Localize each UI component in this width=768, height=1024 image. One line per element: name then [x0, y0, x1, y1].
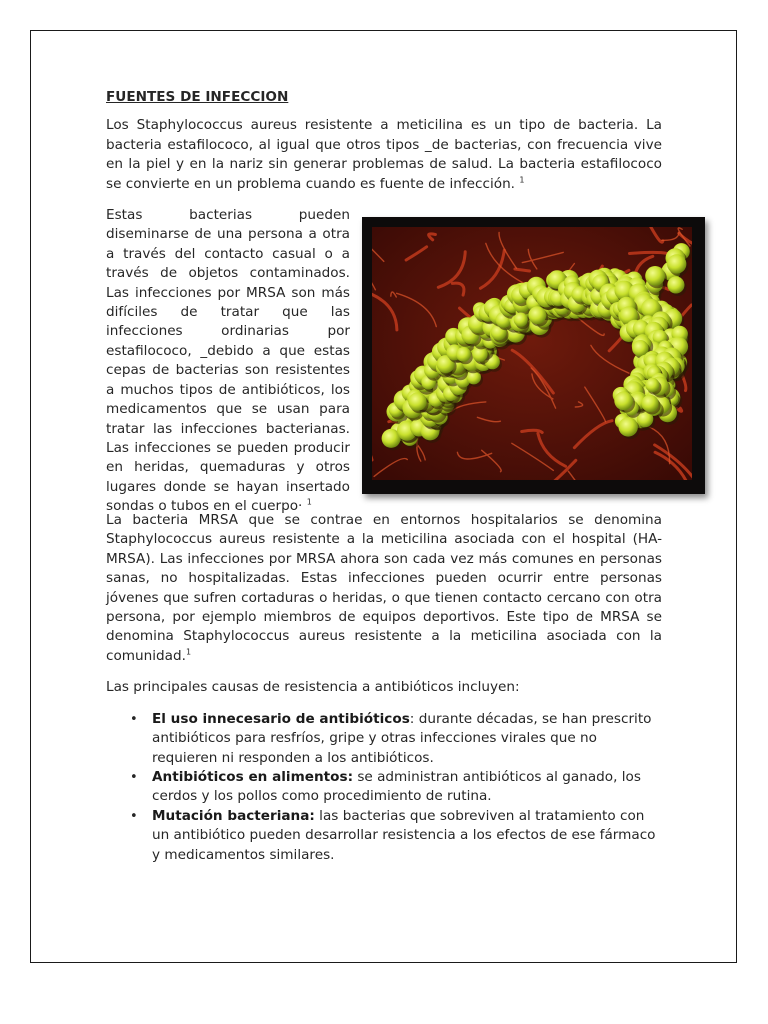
paragraph-intro-text: Los Staphylococcus aureus resistente a meticilina es un tipo de bacteria. La bacteria estafilococo, al igual que otros tipos _de bacterias, con frecuencia vive en la piel y en la nariz sin generar problemas de salud. La bacteria estafilococo se convierte en un problema cuando es fuente de infección. — [106, 117, 662, 192]
list-item-text: : durante décadas, se han prescrito antibióticos para resfríos, gripe y otras infecciones virales que no requieren ni responden a los antibióticos. — [152, 710, 652, 766]
paragraph-hospital-text: La bacteria MRSA que se contrae en entornos hospitalarios se denomina Staphylococcus aureus resistente a la meticilina asociada con el hospital (HA-MRSA). Las infecciones por MRSA ahora son cada vez más comunes en personas sanas, no hospitalizadas. Estas infecciones pueden ocurrir entre personas jóvenes que sufren cortaduras o heridas, o que tienen contacto cercano con otra persona, por ejemplo miembros de equipos deportivos. Este tipo de MRSA se denomina Staphylococcus aureus resistente a la meticilina asociada con la comunidad. — [106, 512, 662, 664]
footnote-ref: 1 — [185, 647, 192, 657]
footnote-ref: 1 — [519, 175, 525, 185]
list-item-text: se administran antibióticos al ganado, los cerdos y los pollos como procedimiento de rutina. — [152, 768, 641, 805]
bullet: • — [130, 808, 138, 824]
list-item-term: Antibióticos en alimentos: — [152, 768, 354, 785]
paragraph-spread-text: Estas bacterias pueden diseminarse de una persona a otra a través del contacto casual o a través de objetos contaminados. Las infecciones por MRSA son más difíciles de tratar que las infecciones ordinarias por estafilococo, _debido a que estas cepas de bacterias son resistentes a muchos tipos de antibióticos, los medicamentos que se usan para tratar las infecciones bacterianas. Las infecciones se pueden producir en heridas, quemaduras y otros lugares donde se hayan insertado sondas o tubos en el cuerpo· — [106, 207, 350, 515]
document-body — [106, 88, 662, 865]
bullet: • — [130, 769, 138, 785]
bullet: • — [130, 711, 138, 727]
list-item-text: las bacterias que sobreviven al tratamiento con un antibiótico pueden desarrollar resistencia a los efectos de ese fármaco y medicamentos similares. — [152, 807, 656, 863]
list-item — [106, 710, 662, 768]
footnote-ref: 1 — [306, 497, 312, 507]
section-heading: FUENTES DE INFECCION — [106, 89, 289, 105]
paragraph-spread — [106, 206, 350, 517]
bacteria-micrograph — [362, 217, 705, 494]
causes-list — [106, 710, 662, 865]
list-item — [106, 768, 662, 807]
paragraph-hospital — [106, 511, 662, 666]
text-with-figure — [106, 206, 662, 515]
list-item — [106, 807, 662, 865]
list-item-term: El uso innecesario de antibióticos — [152, 710, 410, 727]
paragraph-intro — [106, 116, 662, 194]
list-item-term: Mutación bacteriana: — [152, 807, 315, 824]
micrograph-image — [372, 227, 692, 480]
paragraph-causes-intro: Las principales causas de resistencia a antibióticos incluyen: — [106, 679, 520, 696]
